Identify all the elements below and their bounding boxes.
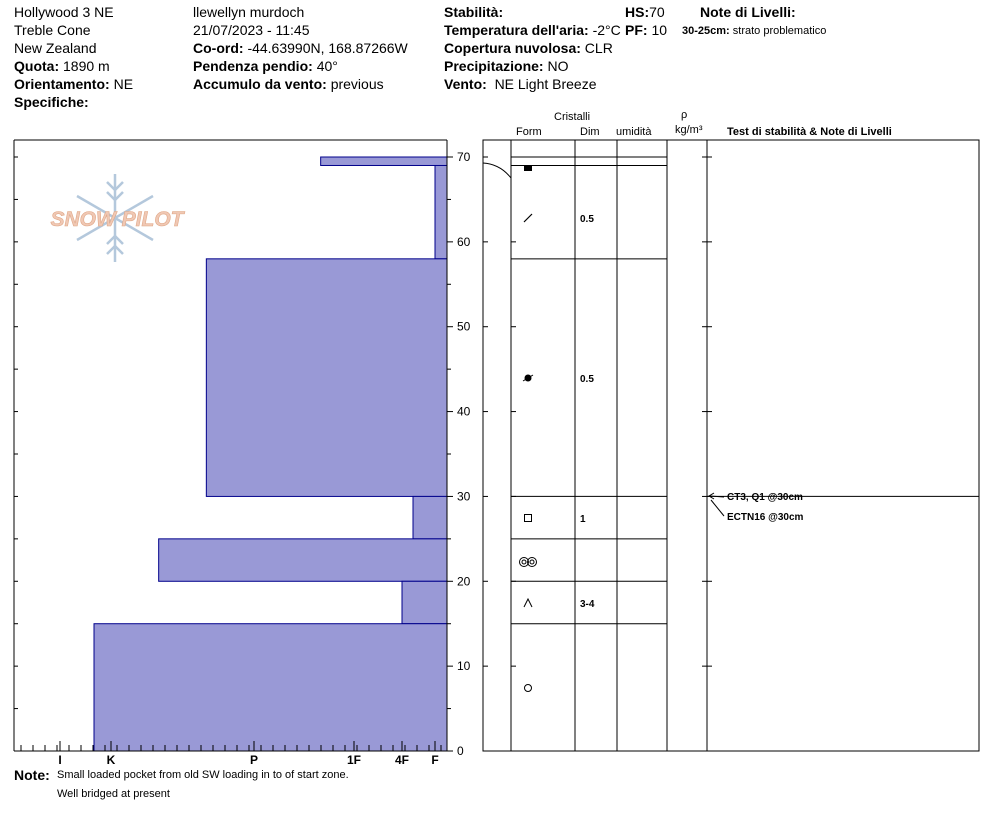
hardness-tick-label: I: [58, 753, 62, 767]
layer-note-text: strato problematico: [732, 25, 827, 37]
depth-tick-label: 30: [457, 489, 471, 504]
density-symbol: ρ: [681, 109, 688, 121]
cloud-label: Copertura nuvolosa:: [444, 40, 581, 56]
hs-label: HS:: [625, 4, 650, 20]
grain-size-label: 3-4: [580, 599, 595, 610]
hs-value: 70: [649, 4, 665, 20]
facet-icon: [525, 515, 532, 522]
size-header: Dim: [580, 126, 600, 138]
depth-tick-label: 40: [457, 404, 471, 419]
stability-test-label: CT3, Q1 @30cm: [727, 492, 803, 503]
depth-hoar-icon: [524, 599, 532, 607]
grain-icon-depth-hoar: [524, 599, 532, 607]
depth-tick-label: 0: [457, 744, 464, 758]
slope-label: Pendenza pendio:: [193, 58, 313, 74]
melt-form-core: [530, 560, 534, 564]
table-frame: [483, 140, 979, 751]
aspect-label: Orientamento:: [14, 76, 110, 92]
depth-tick-label: 50: [457, 319, 471, 334]
layer-table: [483, 140, 979, 751]
melt-form-core: [522, 560, 526, 564]
pf-label: PF:: [625, 22, 648, 38]
precip-particle-icon: [524, 214, 532, 222]
observation-datetime: 21/07/2023 - 11:45: [193, 22, 310, 38]
cloud-value: CLR: [584, 40, 613, 56]
grain-size-label: 0.5: [580, 214, 594, 225]
slope-value: 40°: [316, 58, 338, 74]
test-arrow-2: [711, 500, 724, 516]
grain-icon-precipitation-particles: [524, 214, 532, 222]
coord-value: -44.63990N, 168.87266W: [247, 40, 408, 56]
hardness-tick-label: K: [106, 753, 116, 767]
hardness-tick-label: 4F: [394, 753, 410, 767]
crystals-header: Cristalli: [554, 111, 591, 123]
hardness-tick-label: F: [431, 753, 439, 767]
hardness-bar-2: [206, 259, 447, 497]
hardness-bar-1: [435, 165, 447, 258]
country-name: New Zealand: [14, 40, 97, 56]
notes-label: Note:: [14, 767, 50, 783]
grain-icon-melt-forms: [520, 558, 537, 567]
pf-value: 10: [651, 22, 668, 38]
grain-icon-faceted-crystals: [525, 515, 532, 522]
form-header: Form: [516, 126, 542, 138]
depth-tick-label: 20: [457, 574, 471, 589]
grain-icon-ice-formation: [525, 685, 532, 692]
location-name: Hollywood 3 NE: [14, 4, 114, 20]
wind-value: NE Light Breeze: [494, 76, 597, 92]
hardness-bars: [94, 157, 447, 751]
coord-label: Co-ord:: [193, 40, 244, 56]
hardness-bar-0: [321, 157, 447, 165]
hardness-tick-label: 1F: [346, 753, 362, 767]
grain-size-label: 1: [580, 514, 586, 525]
notes-line-2: Well bridged at present: [57, 788, 170, 800]
hardness-bar-3: [413, 496, 447, 538]
hardness-bar-5: [402, 581, 447, 623]
grain-size-label: 0.5: [580, 374, 594, 385]
notes-line-1: Small loaded pocket from old SW loading in to of start zone.: [57, 769, 349, 781]
wind-loading-label: Accumulo da vento:: [193, 76, 327, 92]
ice-formation-icon: [525, 685, 532, 692]
precip-label: Precipitazione:: [444, 58, 544, 74]
elevation-value: 1890 m: [63, 58, 110, 74]
moisture-header: umidità: [616, 126, 652, 138]
density-unit: kg/m³: [675, 124, 703, 136]
temperature-profile-line: [483, 163, 511, 178]
specifics-label: Specifiche:: [14, 94, 89, 110]
air-temp-label: Temperatura dell'aria:: [444, 22, 589, 38]
air-temp-value: -2°C: [592, 22, 621, 38]
hardness-bar-6: [94, 624, 447, 751]
tests-header: Test di stabilità & Note di Livelli: [727, 126, 892, 138]
logo-text: SNOW PILOT: [50, 208, 184, 231]
observer-name: llewellyn murdoch: [193, 4, 305, 20]
stability-test-label: ECTN16 @30cm: [727, 512, 804, 523]
depth-tick-label: 10: [457, 659, 471, 674]
wind-label: Vento:: [444, 76, 487, 92]
elevation-label: Quota:: [14, 58, 60, 74]
precip-value: NO: [547, 58, 569, 74]
wind-loading-value: previous: [330, 76, 384, 92]
layer-note-depth: 30-25cm:: [682, 25, 730, 37]
hardness-bar-4: [159, 539, 447, 581]
grain-icon-graupel: [524, 165, 532, 171]
aspect-value: NE: [113, 76, 134, 92]
grain-icon-rounded-grains: [523, 375, 533, 382]
layer-notes-label: Note di Livelli:: [700, 4, 796, 20]
area-name: Treble Cone: [14, 22, 91, 38]
depth-tick-label: 60: [457, 234, 471, 249]
hardness-tick-label: P: [249, 753, 259, 767]
stability-label: Stabilità:: [444, 4, 504, 20]
depth-tick-label: 70: [457, 150, 471, 164]
graupel-icon: [524, 165, 532, 171]
